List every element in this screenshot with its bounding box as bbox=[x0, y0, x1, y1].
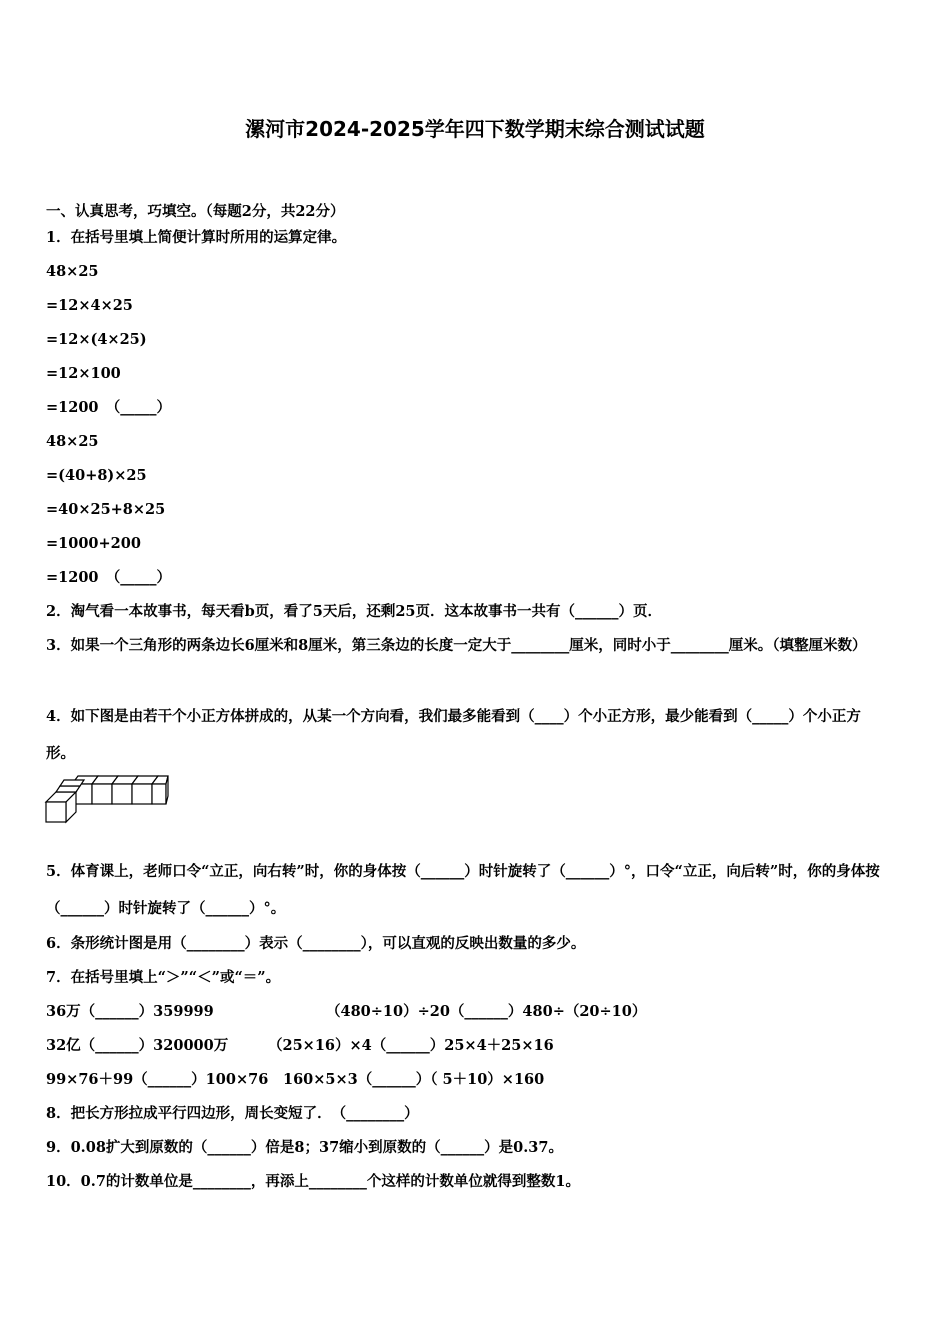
q1-step-b-3: =40×25+8×25 bbox=[46, 501, 166, 518]
q1-step-a-5: =1200 （_____） bbox=[46, 399, 172, 416]
question-1: 1．在括号里填上简便计算时所用的运算定律。 bbox=[46, 229, 347, 246]
question-7: 7．在括号里填上“＞”“＜”或“＝”。 bbox=[46, 969, 281, 986]
q7-row3-right: 160×5×3（______）（ 5＋10）×160 bbox=[283, 1071, 545, 1088]
question-9: 9．0.08扩大到原数的（______）倍是8；37缩小到原数的（______）是0.37。 bbox=[46, 1139, 563, 1156]
page-title: 漯河市2024-2025学年四下数学期末综合测试试题 bbox=[245, 117, 705, 141]
q1-step-b-2: =(40+8)×25 bbox=[46, 467, 147, 484]
q1-step-b-4: =1000+200 bbox=[46, 535, 141, 552]
q7-row1-left: 36万（______）359999 bbox=[46, 1003, 214, 1020]
section-heading: 一、认真思考，巧填空。（每题2分，共22分） bbox=[46, 203, 345, 220]
q7-row3-left: 99×76＋99（______）100×76 bbox=[46, 1071, 269, 1088]
q7-row2-right: （25×16）×4（______）25×4＋25×16 bbox=[268, 1037, 554, 1054]
question-10: 10．0.7的计数单位是________，再添上________个这样的计数单位就得到整数1。 bbox=[46, 1173, 580, 1190]
question-8: 8．把长方形拉成平行四边形，周长变短了． （________） bbox=[46, 1105, 419, 1122]
cube-figure bbox=[44, 772, 172, 830]
q1-step-a-1: 48×25 bbox=[46, 263, 99, 280]
q1-step-b-1: 48×25 bbox=[46, 433, 99, 450]
question-4: 4．如下图是由若干个小正方体拼成的，从某一个方向看，我们最多能看到（____）个小正方形，最少能看到（_____）个小正方形。 bbox=[46, 708, 861, 762]
question-5: 5．体育课上，老师口令“立正，向右转”时，你的身体按（______）时针旋转了（______）°，口令“立正，向后转”时，你的身体按（______）时针旋转了（______）°。 bbox=[46, 863, 880, 917]
q1-step-a-4: =12×100 bbox=[46, 365, 121, 382]
question-2: 2．淘气看一本故事书，每天看b页，看了5天后，还剩25页．这本故事书一共有（______）页． bbox=[46, 603, 662, 620]
q1-step-a-2: =12×4×25 bbox=[46, 297, 133, 314]
q7-row1-right: （480÷10）÷20（______）480÷（20÷10） bbox=[326, 1003, 647, 1020]
q7-row2-left: 32亿（______）320000万 bbox=[46, 1037, 229, 1054]
cubes-illustration bbox=[44, 772, 172, 826]
q1-step-b-5: =1200 （_____） bbox=[46, 569, 172, 586]
question-6: 6．条形统计图是用（________）表示（________），可以直观的反映出数量的多少。 bbox=[46, 935, 586, 952]
q1-step-a-3: =12×(4×25) bbox=[46, 331, 147, 348]
question-3: 3．如果一个三角形的两条边长6厘米和8厘米，第三条边的长度一定大于________厘米，同时小于________厘米。（填整厘米数） bbox=[46, 637, 867, 654]
